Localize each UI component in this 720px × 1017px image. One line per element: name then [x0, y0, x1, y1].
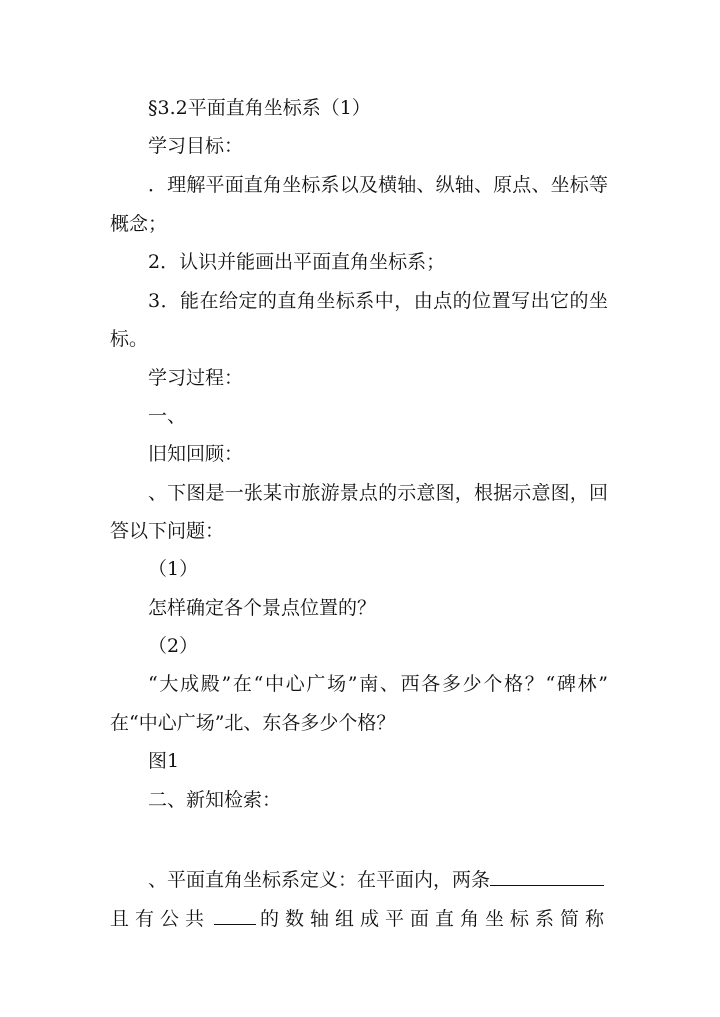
goal-3-line-1: 3．能在给定的直角坐标系中，由点的位置写出它的坐	[148, 290, 608, 312]
fill-blank-1[interactable]	[490, 865, 604, 886]
question-1-number: （1）	[148, 558, 199, 580]
section-one-label: 一、	[148, 405, 187, 427]
definition-line-2	[110, 904, 610, 931]
goals-heading: 学习目标：	[148, 135, 244, 157]
fill-blank-2[interactable]	[214, 904, 256, 925]
figure-label: 图1	[148, 750, 180, 772]
definition-line-2-prefix: 且有公共	[110, 908, 211, 930]
goal-1-line-1: ．理解平面直角坐标系以及横轴、纵轴、原点、坐标等	[148, 174, 608, 196]
question-2-line-1: “大成殿”在“中心广场”南、西各多少个格？“碑林”	[148, 673, 608, 695]
definition-line-2-suffix: 的数轴组成平面直角坐标系简称	[259, 908, 610, 930]
goal-3-line-2: 标。	[110, 328, 149, 350]
lesson-title: §3.2平面直角坐标系（1）	[148, 97, 371, 119]
definition-line-1	[148, 865, 604, 892]
goal-2: 2．认识并能画出平面直角坐标系；	[148, 251, 446, 273]
question-2-line-2: 在“中心广场”北、东各多少个格？	[110, 712, 396, 734]
goal-1-line-2: 概念；	[110, 213, 168, 235]
question-intro-line-1: 、下图是一张某市旅游景点的示意图，根据示意图，回	[148, 482, 608, 504]
question-intro-line-2: 答以下问题：	[110, 520, 225, 542]
question-1-text: 怎样确定各个景点位置的？	[148, 597, 377, 619]
process-heading: 学习过程：	[148, 367, 244, 389]
question-2-number: （2）	[148, 635, 199, 657]
review-heading: 旧知回顾：	[148, 443, 244, 465]
definition-line-1-text: 、平面直角坐标系定义：在平面内，两条	[148, 869, 491, 891]
section-two-heading: 二、新知检索：	[148, 789, 282, 811]
